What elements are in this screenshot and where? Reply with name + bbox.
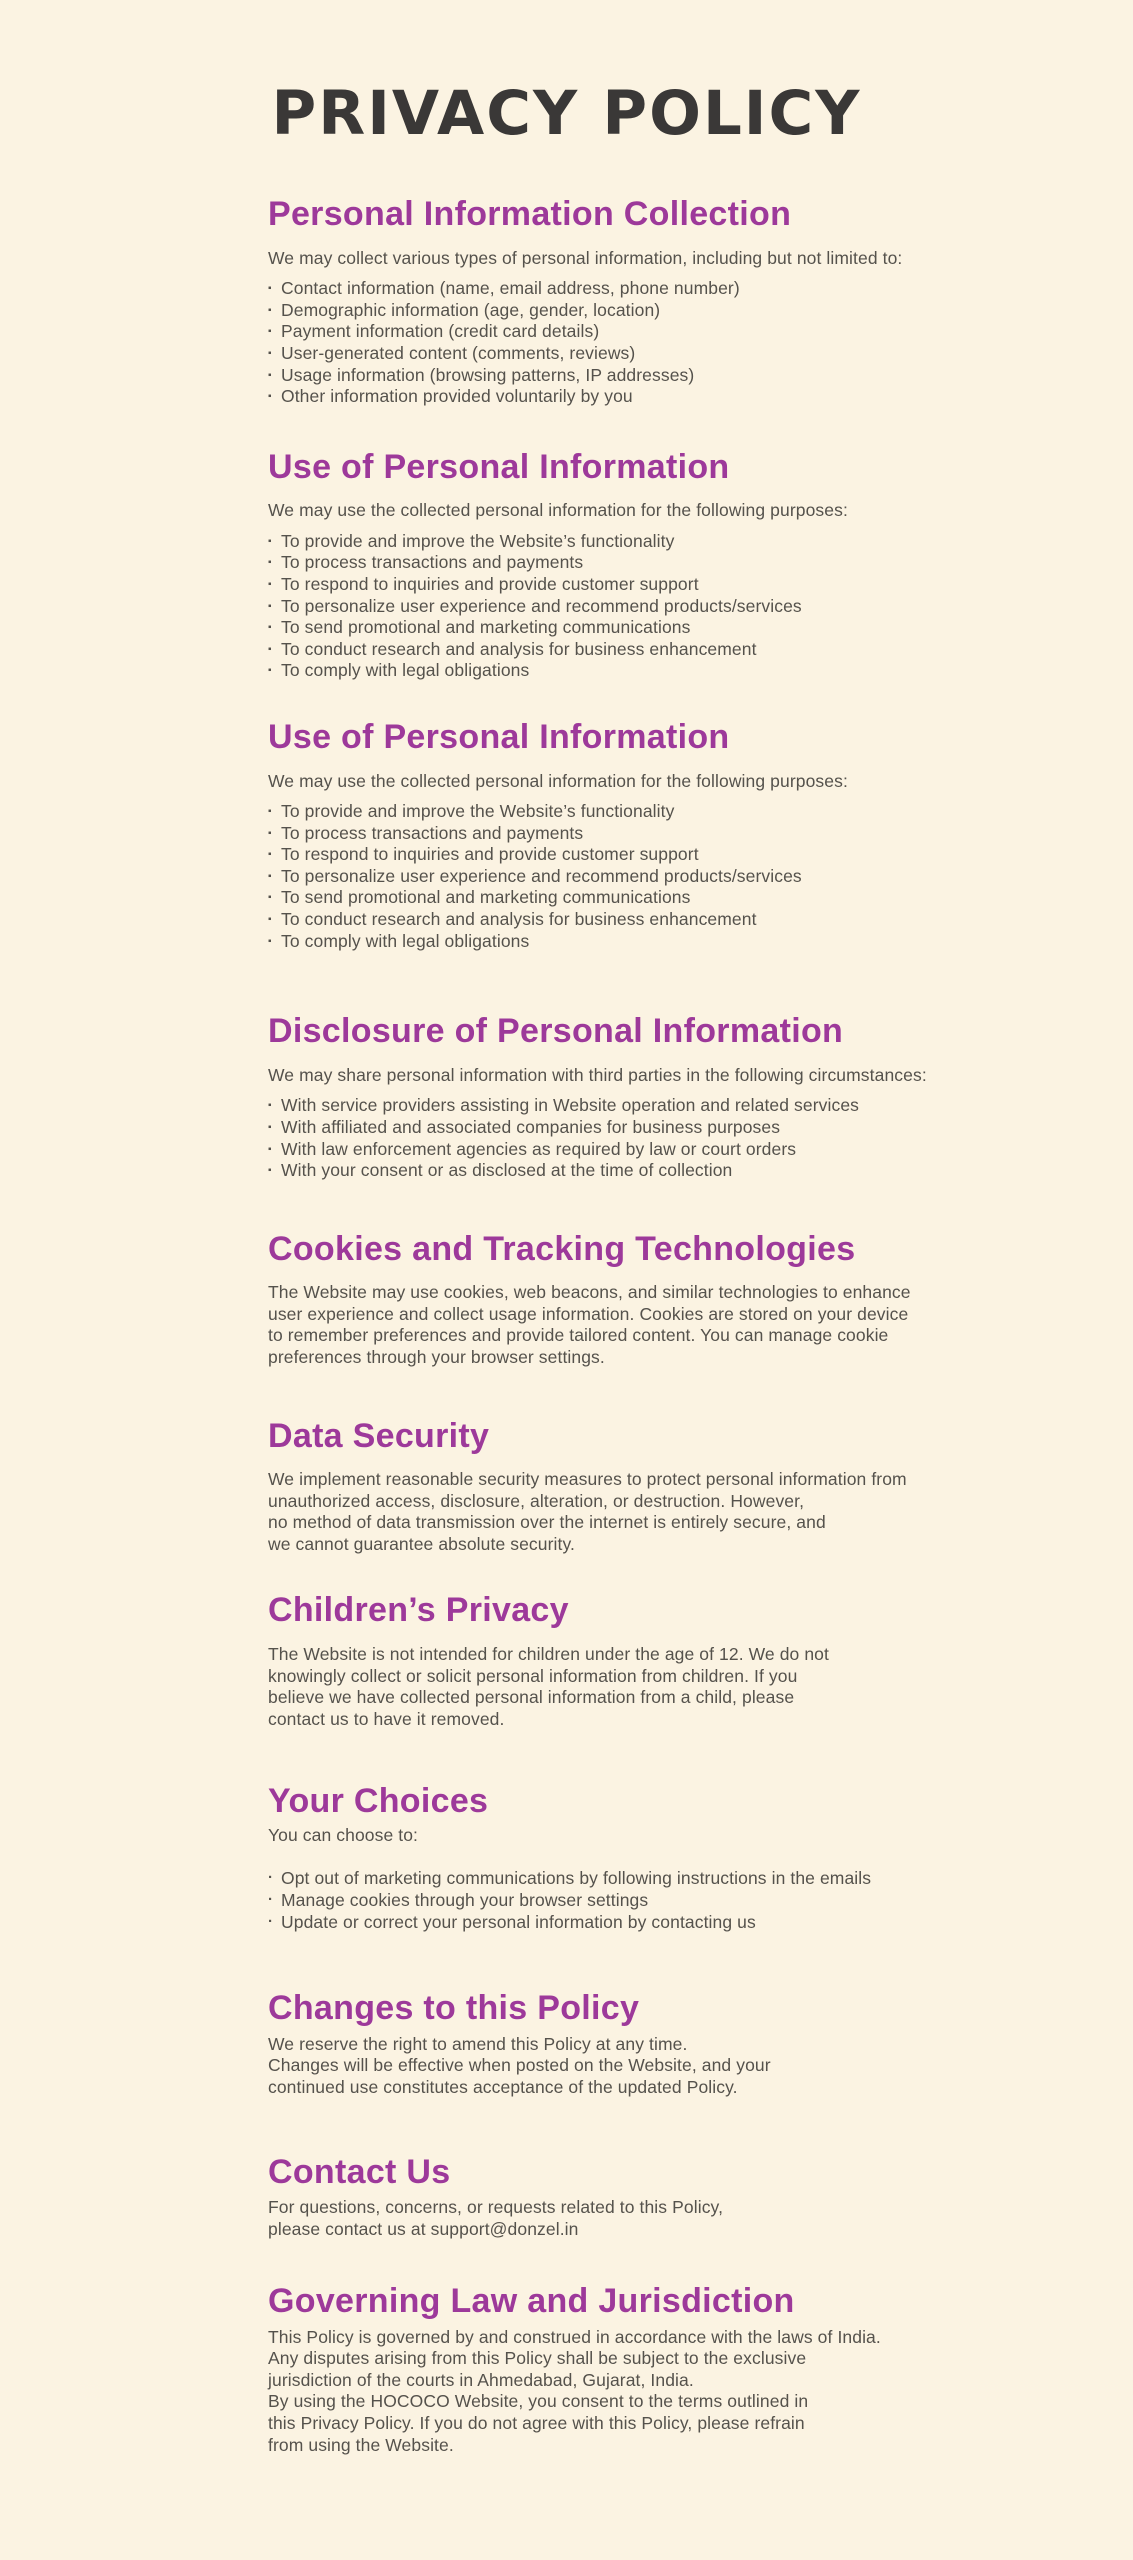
bullet-text: Manage cookies through your browser settings	[281, 1890, 649, 1911]
policy-section	[268, 716, 988, 952]
bullet-marker-icon: ·	[268, 1912, 274, 1930]
paragraph-line: jurisdiction of the courts in Ahmedabad, Gujarat, India.	[268, 2369, 694, 2390]
bullet-text: To comply with legal obligations	[281, 660, 530, 681]
bullet-item	[268, 552, 988, 574]
bullet-text: To comply with legal obligations	[281, 930, 530, 951]
paragraph-line: By using the HOCOCO Website, you consent to the terms outlined in	[268, 2391, 809, 2412]
section-paragraph	[268, 1644, 988, 1730]
paragraph-line: believe we have collected personal information from a child, please	[268, 1687, 795, 1708]
paragraph-line: this Privacy Policy. If you do not agree with this Policy, please refrain	[268, 2413, 805, 2434]
bullet-text: Update or correct your personal information by contacting us	[281, 1911, 756, 1932]
paragraph-line: to remember preferences and provide tailored content. You can manage cookie	[268, 1325, 889, 1346]
section-intro: We may share personal information with third parties in the following circumstances:	[268, 1064, 927, 1085]
policy-section	[268, 1987, 988, 2098]
bullet-text: To process transactions and payments	[281, 822, 584, 843]
page-title: PRIVACY POLICY	[271, 78, 862, 149]
bullet-text: Opt out of marketing communications by following instructions in the emails	[281, 1868, 872, 1889]
bullet-item	[268, 931, 988, 953]
section-paragraph	[268, 1469, 988, 1555]
policy-section	[268, 1010, 988, 1181]
bullet-marker-icon: ▪	[268, 535, 272, 547]
section-heading: Use of Personal Information	[268, 718, 730, 756]
section-intro: We may use the collected personal information for the following purposes:	[268, 500, 848, 521]
sections-container	[268, 193, 988, 2456]
bullet-marker-icon: ▪	[268, 1121, 272, 1133]
bullet-item	[268, 639, 988, 661]
bullet-item	[268, 617, 988, 639]
section-heading: Personal Information Collection	[268, 195, 792, 234]
bullet-text: Demographic information (age, gender, location)	[281, 299, 661, 320]
bullet-text: To conduct research and analysis for business enhancement	[281, 909, 757, 930]
section-heading: Changes to this Policy	[268, 1989, 640, 2028]
bullet-marker-icon: ▪	[268, 1100, 272, 1112]
paragraph-line: preferences through your browser settings.	[268, 1347, 605, 1367]
bullet-item	[268, 343, 988, 365]
paragraph-line: The Website is not intended for children under the age of 12. We do not	[268, 1643, 829, 1664]
bullet-marker-icon: ▪	[268, 870, 272, 882]
bullet-item	[268, 909, 988, 931]
bullet-marker-icon: ▪	[268, 1143, 272, 1155]
paragraph-line: For questions, concerns, or requests related to this Policy,	[268, 2197, 724, 2217]
paragraph-line: knowingly collect or solicit personal information from children. If you	[268, 1665, 798, 1686]
bullet-marker-icon: ▪	[268, 914, 272, 926]
bullet-text: To provide and improve the Website’s functionality	[281, 530, 675, 551]
bullet-item	[268, 321, 988, 343]
section-heading: Cookies and Tracking Technologies	[268, 1229, 856, 1268]
bullet-item	[268, 1095, 988, 1117]
paragraph-line: please contact us at support@donzel.in	[268, 2218, 579, 2239]
bullet-item	[268, 1890, 988, 1912]
bullet-item	[268, 300, 988, 322]
paragraph-line: unauthorized access, disclosure, alteration, or destruction. However,	[268, 1490, 805, 1511]
paragraph-line: no method of data transmission over the internet is entirely secure, and	[268, 1512, 826, 1533]
bullet-text: To provide and improve the Website’s functionality	[281, 801, 675, 822]
bullet-list	[268, 531, 988, 682]
paragraph-line: We implement reasonable security measures to protect personal information from	[268, 1469, 907, 1490]
bullet-marker-icon: ▪	[268, 600, 272, 612]
bullet-text: To send promotional and marketing communications	[281, 617, 691, 638]
bullet-marker-icon: ▪	[268, 806, 272, 818]
bullet-text: With affiliated and associated companies for business purposes	[281, 1116, 781, 1137]
section-heading: Governing Law and Jurisdiction	[268, 2282, 795, 2321]
bullet-marker-icon: ▪	[268, 326, 272, 338]
bullet-text: Payment information (credit card details)	[281, 321, 600, 342]
bullet-marker-icon: ▪	[268, 1165, 272, 1177]
bullet-text: Contact information (name, email address, phone number)	[281, 278, 740, 299]
bullet-item	[268, 844, 988, 866]
bullet-item	[268, 1160, 988, 1182]
paragraph-line: user experience and collect usage information. Cookies are stored on your device	[268, 1303, 909, 1324]
bullet-item	[268, 801, 988, 823]
bullet-list	[268, 1868, 988, 1933]
bullet-marker-icon: ▪	[268, 369, 272, 381]
bullet-text: Other information provided voluntarily by you	[281, 386, 633, 407]
bullet-list	[268, 1095, 988, 1181]
bullet-item	[268, 574, 988, 596]
policy-section	[268, 1228, 988, 1369]
bullet-text: User-generated content (comments, reviews)	[281, 342, 636, 363]
bullet-item	[268, 866, 988, 888]
paragraph-line: from using the Website.	[268, 2434, 454, 2455]
bullet-marker-icon: ▪	[268, 347, 272, 359]
section-heading: Contact Us	[268, 2152, 451, 2191]
bullet-item	[268, 596, 988, 618]
bullet-marker-icon: ▪	[268, 579, 272, 591]
bullet-item	[268, 1912, 988, 1934]
section-heading: Use of Personal Information	[268, 447, 730, 486]
bullet-text: To process transactions and payments	[281, 552, 584, 573]
bullet-text: To personalize user experience and recommend products/services	[281, 865, 802, 886]
bullet-list	[268, 801, 988, 952]
bullet-item	[268, 1139, 988, 1161]
bullet-marker-icon: ▪	[268, 665, 272, 677]
bullet-text: To send promotional and marketing communications	[281, 887, 691, 908]
bullet-marker-icon: ▪	[268, 283, 272, 295]
section-heading: Your Choices	[268, 1782, 489, 1821]
bullet-marker-icon: ▪	[268, 622, 272, 634]
paragraph-line: contact us to have it removed.	[268, 1708, 505, 1729]
paragraph-line: Any disputes arising from this Policy shall be subject to the exclusive	[268, 2348, 807, 2369]
paragraph-line: We reserve the right to amend this Policy at any time.	[268, 2033, 688, 2054]
bullet-marker-icon: ·	[268, 1891, 274, 1909]
section-heading: Data Security	[268, 1416, 490, 1455]
bullet-item	[268, 823, 988, 845]
bullet-marker-icon: ▪	[268, 892, 272, 904]
bullet-text: With your consent or as disclosed at the time of collection	[281, 1160, 733, 1181]
bullet-list	[268, 278, 988, 408]
policy-section	[268, 1415, 988, 1556]
bullet-item	[268, 386, 988, 408]
paragraph-line: The Website may use cookies, web beacons, and similar technologies to enhance	[268, 1282, 911, 1303]
bullet-marker-icon: ▪	[268, 643, 272, 655]
bullet-item	[268, 1117, 988, 1139]
bullet-item	[268, 365, 988, 387]
paragraph-line: continued use constitutes acceptance of the updated Policy.	[268, 2076, 738, 2097]
section-paragraph	[268, 2034, 988, 2099]
bullet-item	[268, 278, 988, 300]
section-paragraph	[268, 2327, 988, 2457]
bullet-marker-icon: ▪	[268, 849, 272, 861]
bullet-marker-icon: ▪	[268, 557, 272, 569]
bullet-text: With service providers assisting in Website operation and related services	[281, 1095, 860, 1116]
section-heading: Children’s Privacy	[268, 1591, 569, 1630]
bullet-text: To respond to inquiries and provide customer support	[281, 574, 699, 595]
bullet-marker-icon: ▪	[268, 827, 272, 839]
policy-section	[268, 1780, 988, 1933]
bullet-marker-icon: ▪	[268, 935, 272, 947]
bullet-text: To respond to inquiries and provide customer support	[281, 844, 699, 865]
bullet-text: To personalize user experience and recommend products/services	[281, 595, 802, 616]
bullet-marker-icon: ▪	[268, 391, 272, 403]
policy-section	[268, 1589, 988, 1730]
paragraph-line: This Policy is governed by and construed in accordance with the laws of India.	[268, 2326, 881, 2347]
bullet-item	[268, 660, 988, 682]
policy-section	[268, 446, 988, 682]
bullet-text: To conduct research and analysis for business enhancement	[281, 638, 757, 659]
bullet-marker-icon: ·	[268, 1869, 274, 1887]
bullet-marker-icon: ▪	[268, 304, 272, 316]
section-intro: You can choose to:	[268, 1824, 419, 1845]
section-paragraph	[268, 1282, 988, 1368]
policy-section	[268, 2151, 988, 2241]
bullet-text: Usage information (browsing patterns, IP addresses)	[281, 364, 695, 385]
policy-section	[268, 193, 988, 408]
paragraph-line: Changes will be effective when posted on the Website, and your	[268, 2055, 771, 2076]
bullet-item	[268, 1868, 988, 1890]
section-intro: We may collect various types of personal information, including but not limited to:	[268, 247, 903, 268]
bullet-item	[268, 887, 988, 909]
section-heading: Disclosure of Personal Information	[268, 1012, 844, 1051]
bullet-item	[268, 531, 988, 553]
section-intro: We may use the collected personal information for the following purposes:	[268, 770, 848, 791]
policy-section	[268, 2280, 988, 2456]
bullet-text: With law enforcement agencies as required by law or court orders	[281, 1138, 797, 1159]
paragraph-line: we cannot guarantee absolute security.	[268, 1533, 575, 1554]
section-paragraph	[268, 2197, 988, 2240]
